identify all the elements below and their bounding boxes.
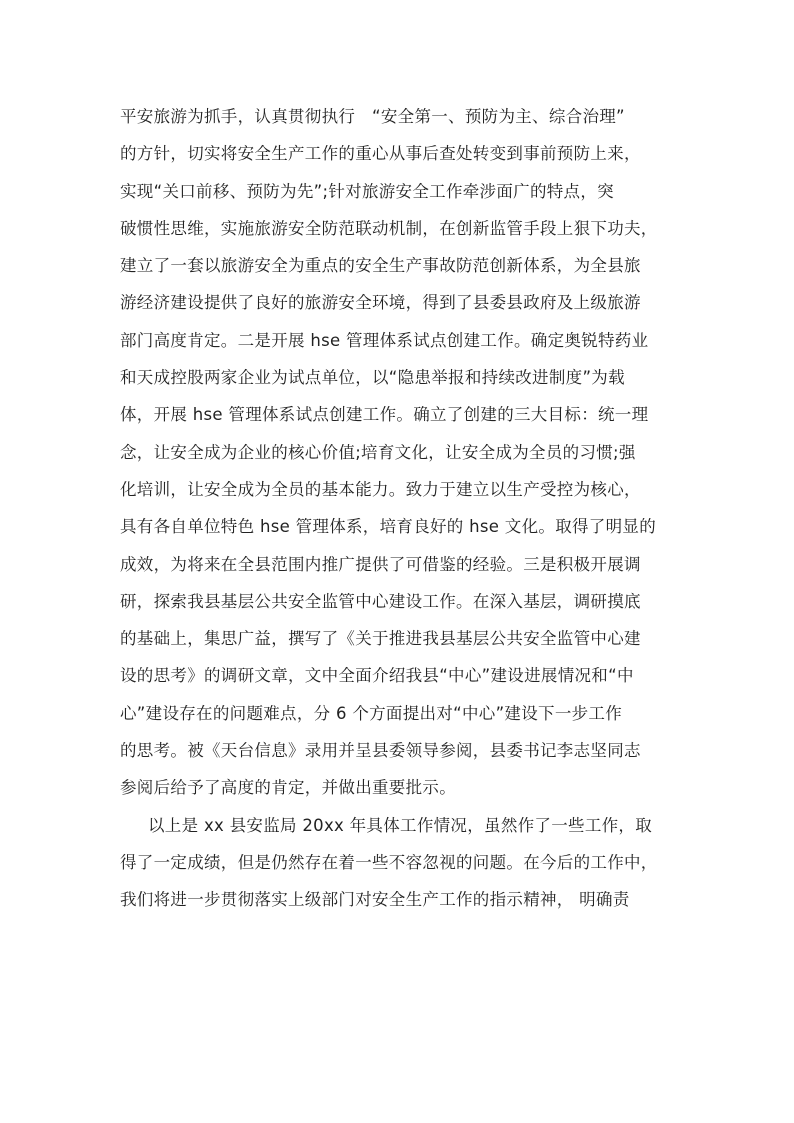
text-line: 实现“关口前移、预防为先”;针对旅游安全工作牵涉面广的特点，突 bbox=[120, 181, 614, 201]
text-line: 建立了一套以旅游安全为重点的安全生产事故防范创新体系，为全县旅 bbox=[120, 256, 641, 276]
text-line: 游经济建设提供了良好的旅游安全环境，得到了县委县政府及上级旅游 bbox=[120, 293, 641, 313]
text-line: 研，探索我县基层公共安全监管中心建设工作。在深入基层，调研摸底 bbox=[120, 591, 641, 611]
text-line: 成效，为将来在全县范围内推广提供了可借鉴的经验。三是积极开展调 bbox=[120, 554, 641, 574]
text-line: 我们将进一步贯彻落实上级部门对安全生产工作的指示精神， 明确责 bbox=[120, 890, 630, 910]
text-line: 部门高度肯定。二是开展 hse 管理体系试点创建工作。确定奥锐特药业 bbox=[120, 330, 649, 350]
text-line: 设的思考》的调研文章，文中全面介绍我县“中心”建设进展情况和“中 bbox=[120, 666, 634, 686]
document-body bbox=[120, 98, 680, 919]
paragraph-2 bbox=[120, 807, 680, 919]
text-line: 化培训，让安全成为全员的基本能力。致力于建立以生产受控为核心， bbox=[120, 479, 641, 499]
text-line: 心”建设存在的问题难点，分 6 个方面提出对“中心”建设下一步工作 bbox=[120, 703, 623, 723]
text-line: 和天成控股两家企业为试点单位，以“隐患举报和持续改进制度”为载 bbox=[120, 368, 625, 388]
text-line: 平安旅游为抓手，认真贯彻执行 “安全第一、预防为主、综合治理” bbox=[120, 107, 625, 126]
text-line: 破惯性思维，实施旅游安全防范联动机制，在创新监管手段上狠下功夫， bbox=[120, 218, 658, 238]
text-line: 念，让安全成为企业的核心价值;培育文化，让安全成为全员的习惯;强 bbox=[120, 442, 636, 462]
text-line: 具有各自单位特色 hse 管理体系，培育良好的 hse 文化。取得了明显的 bbox=[120, 517, 656, 537]
text-line: 的方针，切实将安全生产工作的重心从事后查处转变到事前预防上来， bbox=[120, 144, 641, 164]
text-line: 得了一定成绩，但是仍然存在着一些不容忽视的问题。在今后的工作中， bbox=[120, 852, 658, 872]
text-line: 以上是 xx 县安监局 20xx 年具体工作情况，虽然作了一些工作，取 bbox=[148, 815, 653, 835]
paragraph-1 bbox=[120, 98, 680, 807]
text-line: 的基础上，集思广益，撰写了《关于推进我县基层公共安全监管中心建 bbox=[120, 629, 641, 649]
text-line: 参阅后给予了高度的肯定，并做出重要批示。 bbox=[120, 778, 456, 798]
text-line: 体，开展 hse 管理体系试点创建工作。确立了创建的三大目标：统一理 bbox=[120, 405, 649, 425]
text-line: 的思考。被《天台信息》录用并呈县委领导参阅，县委书记李志坚同志 bbox=[120, 741, 641, 761]
